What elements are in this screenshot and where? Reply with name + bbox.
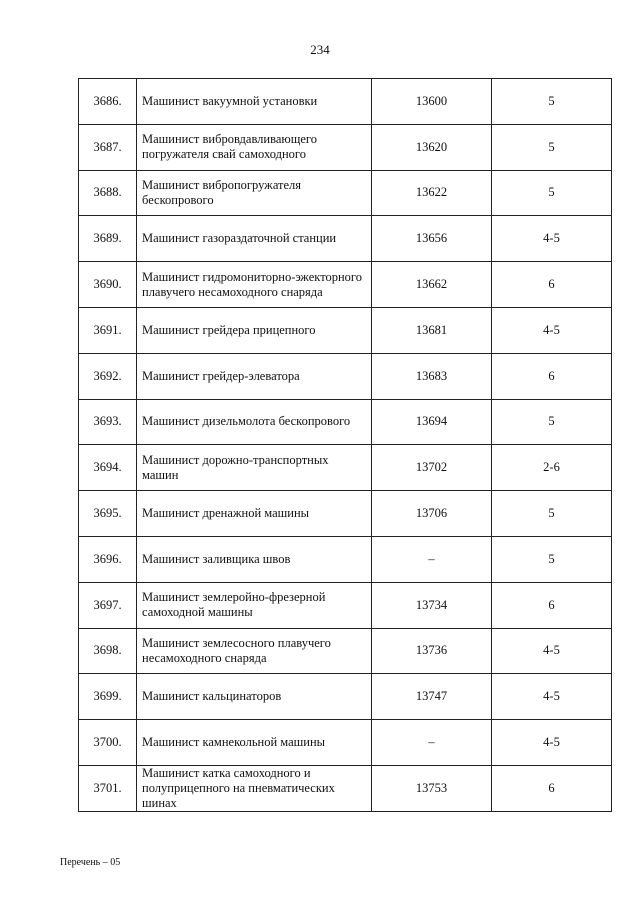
profession-name: Машинист грейдера прицепного <box>137 307 372 353</box>
row-number: 3699. <box>79 674 137 720</box>
grade-range: 4-5 <box>492 628 612 674</box>
profession-name: Машинист грейдер-элеватора <box>137 353 372 399</box>
profession-code: – <box>372 536 492 582</box>
grade-range: 5 <box>492 124 612 170</box>
table-row <box>79 445 612 491</box>
grade-range: 6 <box>492 262 612 308</box>
row-number: 3698. <box>79 628 137 674</box>
row-number: 3697. <box>79 582 137 628</box>
table-row <box>79 124 612 170</box>
row-number: 3701. <box>79 765 137 811</box>
table-row <box>79 399 612 445</box>
table-row <box>79 170 612 216</box>
table-row <box>79 262 612 308</box>
row-number: 3689. <box>79 216 137 262</box>
footer-label: Перечень – 05 <box>60 857 121 868</box>
table-row <box>79 582 612 628</box>
profession-code: 13706 <box>372 491 492 537</box>
table-row <box>79 307 612 353</box>
profession-code: 13662 <box>372 262 492 308</box>
table-row <box>79 216 612 262</box>
grade-range: 5 <box>492 399 612 445</box>
row-number: 3696. <box>79 536 137 582</box>
profession-code: 13656 <box>372 216 492 262</box>
row-number: 3695. <box>79 491 137 537</box>
table-row <box>79 674 612 720</box>
row-number: 3688. <box>79 170 137 216</box>
table-row <box>79 536 612 582</box>
grade-range: 2-6 <box>492 445 612 491</box>
profession-code: 13622 <box>372 170 492 216</box>
grade-range: 5 <box>492 170 612 216</box>
grade-range: 4-5 <box>492 307 612 353</box>
table-row <box>79 353 612 399</box>
table-row <box>79 765 612 811</box>
profession-table <box>78 78 612 812</box>
profession-code: 13600 <box>372 79 492 125</box>
profession-name: Машинист землеройно-фрезерной самоходной машины <box>137 582 372 628</box>
profession-name: Машинист землесосного плавучего несамоходного снаряда <box>137 628 372 674</box>
row-number: 3690. <box>79 262 137 308</box>
row-number: 3687. <box>79 124 137 170</box>
profession-name: Машинист дорожно-транспортных машин <box>137 445 372 491</box>
row-number: 3694. <box>79 445 137 491</box>
profession-name: Машинист заливщика швов <box>137 536 372 582</box>
profession-name: Машинист дизельмолота бескопрового <box>137 399 372 445</box>
profession-code: 13683 <box>372 353 492 399</box>
grade-range: 4-5 <box>492 674 612 720</box>
profession-name: Машинист гидромониторно-эжекторного плавучего несамоходного снаряда <box>137 262 372 308</box>
grade-range: 5 <box>492 79 612 125</box>
profession-code: 13747 <box>372 674 492 720</box>
table-row <box>79 628 612 674</box>
profession-code: 13702 <box>372 445 492 491</box>
profession-name: Машинист вибропогружателя бескопрового <box>137 170 372 216</box>
profession-name: Машинист вакуумной установки <box>137 79 372 125</box>
profession-name: Машинист кальцинаторов <box>137 674 372 720</box>
profession-code: 13736 <box>372 628 492 674</box>
grade-range: 6 <box>492 765 612 811</box>
table-row <box>79 491 612 537</box>
table-row <box>79 720 612 766</box>
table-body <box>79 79 612 812</box>
profession-name: Машинист вибровдавливающего погружателя свай самоходного <box>137 124 372 170</box>
profession-code: 13620 <box>372 124 492 170</box>
profession-name: Машинист катка самоходного и полуприцепного на пневматических шинах <box>137 765 372 811</box>
profession-name: Машинист дренажной машины <box>137 491 372 537</box>
profession-code: – <box>372 720 492 766</box>
grade-range: 5 <box>492 536 612 582</box>
profession-code: 13694 <box>372 399 492 445</box>
row-number: 3692. <box>79 353 137 399</box>
row-number: 3700. <box>79 720 137 766</box>
profession-code: 13734 <box>372 582 492 628</box>
grade-range: 5 <box>492 491 612 537</box>
page-number: 234 <box>310 42 330 57</box>
profession-name: Машинист газораздаточной станции <box>137 216 372 262</box>
profession-code: 13753 <box>372 765 492 811</box>
table-row <box>79 79 612 125</box>
profession-name: Машинист камнекольной машины <box>137 720 372 766</box>
row-number: 3686. <box>79 79 137 125</box>
row-number: 3691. <box>79 307 137 353</box>
grade-range: 4-5 <box>492 720 612 766</box>
grade-range: 4-5 <box>492 216 612 262</box>
profession-code: 13681 <box>372 307 492 353</box>
grade-range: 6 <box>492 582 612 628</box>
row-number: 3693. <box>79 399 137 445</box>
grade-range: 6 <box>492 353 612 399</box>
